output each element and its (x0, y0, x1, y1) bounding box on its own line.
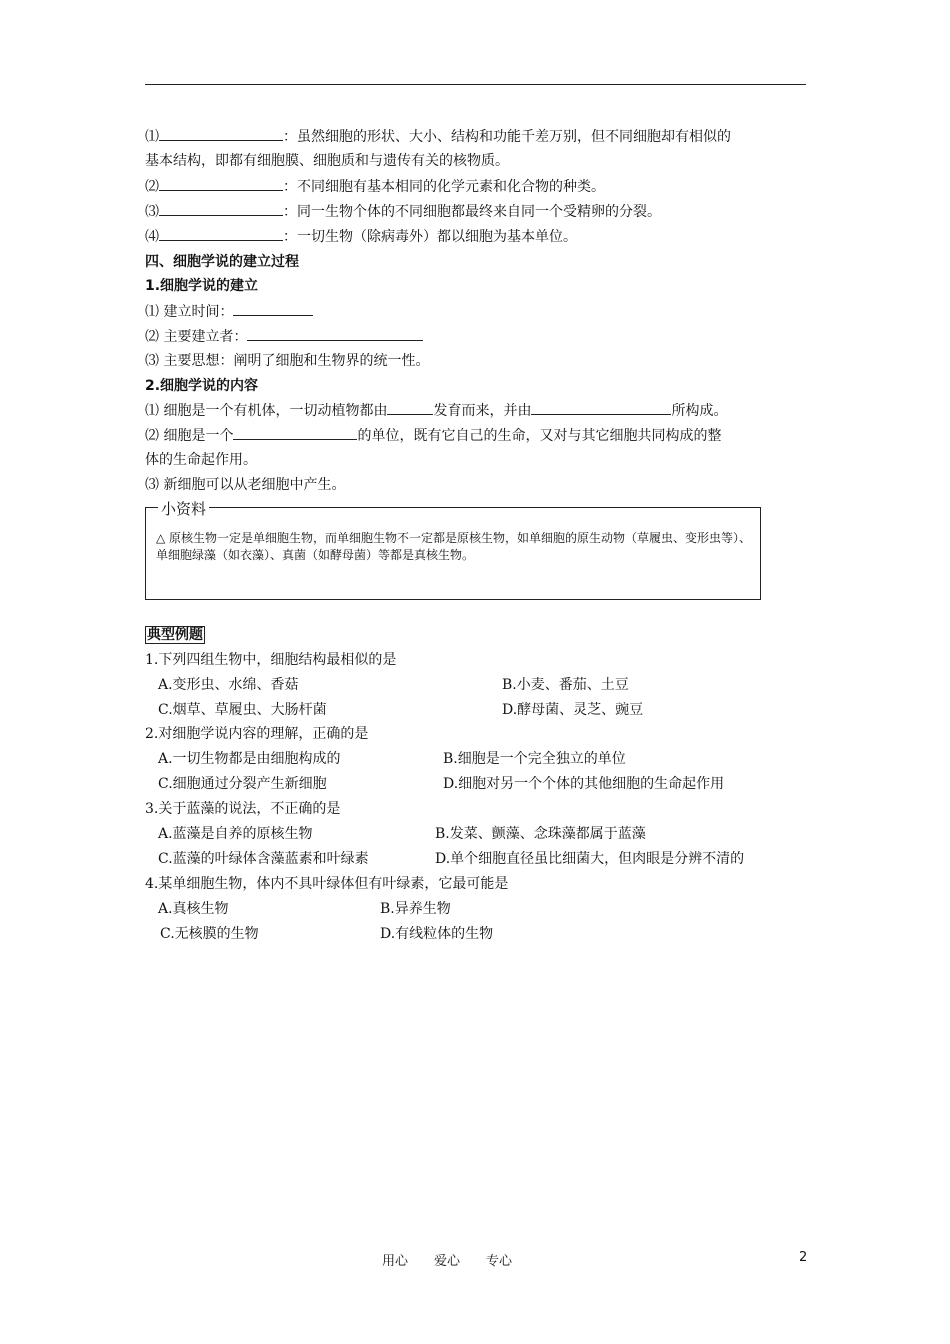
item-4-number: ⑷ (145, 229, 159, 245)
question-4: 4.某单细胞生物，体内不具叶绿体但有叶绿素，它最可能是 (145, 876, 509, 892)
content-2: ⑵ 细胞是一个 的单位，既有它自己的生命，又对与其它细胞共同构成的整 (145, 425, 721, 446)
info-box (145, 500, 761, 600)
item-4-text: ：一切生物（除病毒外）都以细胞为基本单位。 (283, 229, 577, 245)
info-box-text: △ 原核生物一定是单细胞生物，而单细胞生物不一定都是原核生物，如单细胞的原生动物（草履虫、变形虫等）、单细胞绿藻（如衣藻）、真菌（如酵母菌）等都是真核生物。 (156, 531, 752, 562)
header-rule (145, 84, 806, 85)
q4-option-c[interactable]: C.无核膜的生物 (160, 926, 259, 942)
q2-option-b[interactable]: B.细胞是一个完全独立的单位 (443, 751, 626, 767)
q1-option-c[interactable]: C.烟草、草履虫、大肠杆菌 (158, 702, 327, 718)
item-3-text: ：同一生物个体的不同细胞都最终来自同一个受精卵的分裂。 (283, 204, 661, 220)
content-2-blank[interactable] (233, 425, 357, 440)
establish-time-label: ⑴ 建立时间： (145, 304, 234, 320)
q4-option-d[interactable]: D.有线粒体的生物 (380, 926, 494, 942)
q4-option-b[interactable]: B.异养生物 (380, 901, 451, 917)
item-2-text: ：不同细胞有基本相同的化学元素和化合物的种类。 (283, 179, 605, 195)
page-number: 2 (799, 1250, 808, 1265)
item-1-number: ⑴ (145, 129, 159, 145)
q1-option-d[interactable]: D.酵母菌、灵芝、豌豆 (502, 702, 644, 718)
item-3 (145, 201, 661, 222)
content-2-continuation: 体的生命起作用。 (145, 452, 257, 468)
item-2-number: ⑵ (145, 179, 159, 195)
main-idea: ⑶ 主要思想：阐明了细胞和生物界的统一性。 (145, 353, 430, 369)
q2-option-c[interactable]: C.细胞通过分裂产生新细胞 (158, 776, 327, 792)
examples-heading-label: 典型例题 (147, 627, 203, 643)
q3-option-b[interactable]: B.发菜、颤藻、念珠藻都属于蓝藻 (435, 826, 646, 842)
q3-option-c[interactable]: C.蓝藻的叶绿体含藻蓝素和叶绿素 (158, 851, 369, 867)
item-1-continuation: 基本结构，即都有细胞膜、细胞质和与遗传有关的核物质。 (145, 153, 509, 169)
info-box-title: 小资料 (158, 498, 209, 519)
question-1: 1.下列四组生物中，细胞结构最相似的是 (145, 652, 397, 668)
item-1-text: ：虽然细胞的形状、大小、结构和功能千差万别，但不同细胞却有相似的 (283, 129, 731, 145)
item-4 (145, 226, 577, 247)
section-4-heading: 四、细胞学说的建立过程 (145, 254, 299, 270)
content-1-blank-a[interactable] (387, 400, 433, 415)
content-3: ⑶ 新细胞可以从老细胞中产生。 (145, 477, 346, 493)
content-1-blank-b[interactable] (531, 400, 671, 415)
q3-option-d[interactable]: D.单个细胞直径虽比细菌大，但肉眼是分辨不清的 (435, 851, 745, 867)
q3-option-a[interactable]: A.蓝藻是自养的原核生物 (158, 826, 313, 842)
item-3-number: ⑶ (145, 204, 159, 220)
item-4-blank[interactable] (159, 226, 283, 241)
q2-option-d[interactable]: D.细胞对另一个个体的其他细胞的生命起作用 (443, 776, 725, 792)
item-2-blank[interactable] (159, 176, 283, 191)
subheading-1: 1.细胞学说的建立 (145, 278, 259, 294)
item-3-blank[interactable] (159, 201, 283, 216)
q2-option-a[interactable]: A.一切生物都是由细胞构成的 (158, 751, 341, 767)
main-founders (145, 326, 423, 347)
subheading-2: 2.细胞学说的内容 (145, 378, 259, 394)
establish-time-blank[interactable] (233, 301, 313, 316)
content-1: ⑴ 细胞是一个有机体，一切动植物都由 发育而来，并由 所构成。 (145, 400, 727, 421)
establish-time (145, 301, 313, 322)
footer-motto: 用心 爱心 专心 (382, 1254, 513, 1269)
main-founders-label: ⑵ 主要建立者： (145, 329, 248, 345)
item-2 (145, 176, 605, 197)
item-1-blank[interactable] (159, 126, 283, 141)
q1-option-a[interactable]: A.变形虫、水绵、香菇 (158, 677, 299, 693)
question-3: 3.关于蓝藻的说法，不正确的是 (145, 801, 341, 817)
q1-option-b[interactable]: B.小麦、番茄、土豆 (502, 677, 629, 693)
q4-option-a[interactable]: A.真核生物 (158, 901, 229, 917)
main-founders-blank[interactable] (247, 326, 423, 341)
item-1 (145, 126, 731, 147)
question-2: 2.对细胞学说内容的理解，正确的是 (145, 726, 369, 742)
examples-heading (145, 625, 205, 645)
